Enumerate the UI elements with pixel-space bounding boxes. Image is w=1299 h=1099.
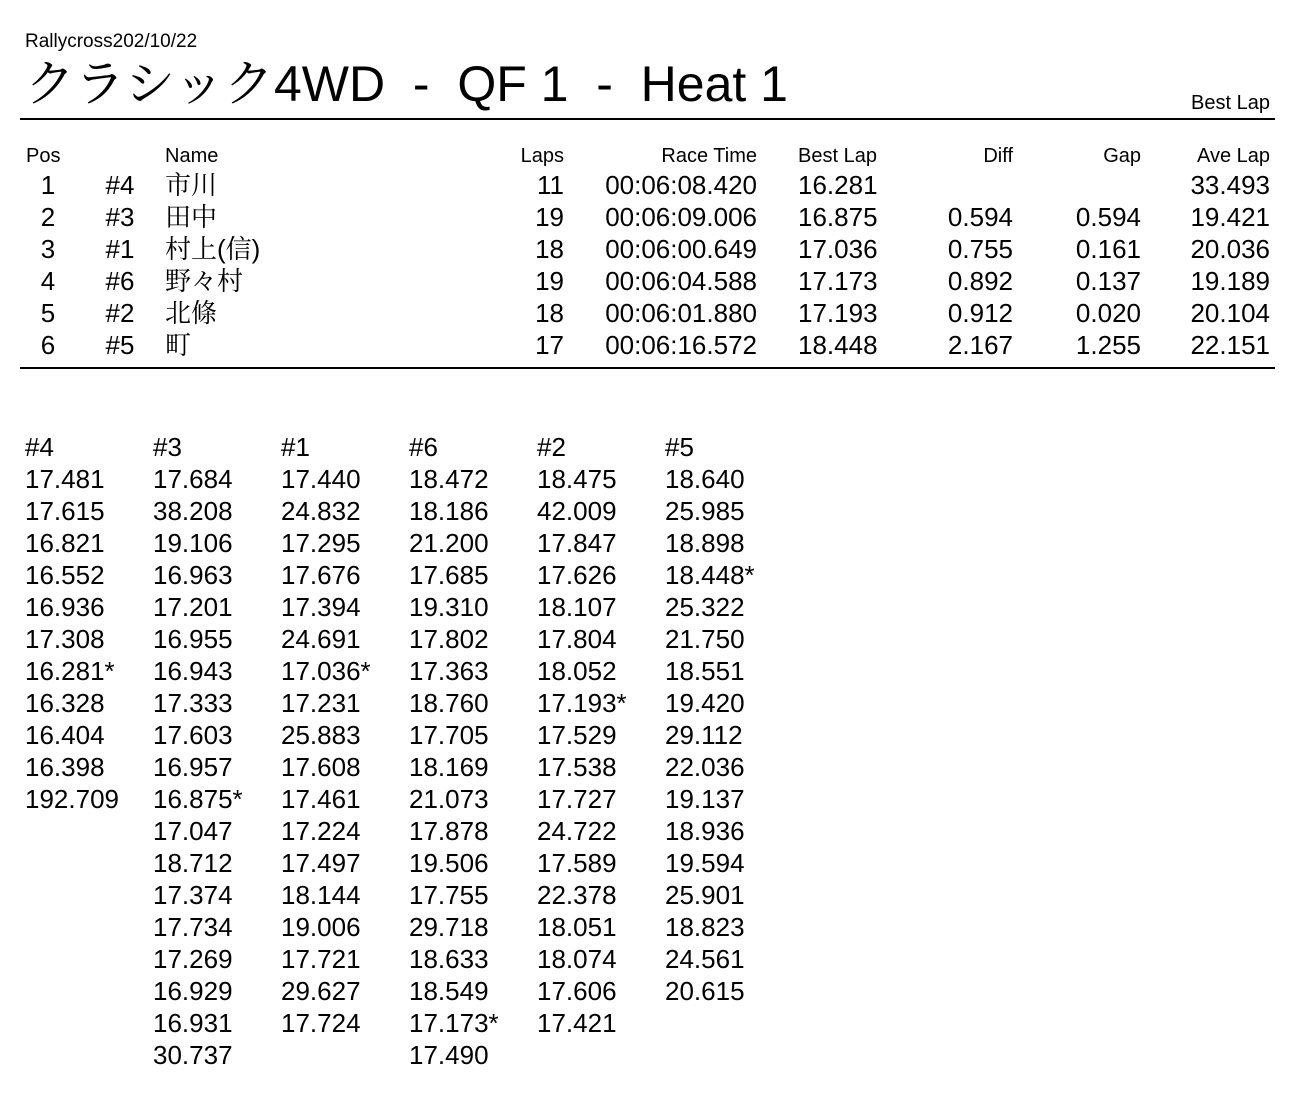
- lap-time: 16.931: [153, 1008, 233, 1038]
- lap-time: 18.107: [537, 592, 617, 622]
- result-driver-name: 町: [165, 330, 192, 360]
- lap-time: 18.475: [537, 464, 617, 494]
- result-race-time: 00:06:04.588: [605, 266, 757, 296]
- lap-time: 25.985: [665, 496, 745, 526]
- lap-time: 17.685: [409, 560, 489, 590]
- result-best-lap: 16.875: [798, 202, 878, 232]
- lap-time: 17.847: [537, 528, 617, 558]
- lap-time: 16.875*: [153, 784, 243, 814]
- lap-time: 17.802: [409, 624, 489, 654]
- result-car-number: #4: [105, 170, 135, 200]
- lap-time: 16.821: [25, 528, 105, 558]
- lap-time: 24.561: [665, 944, 745, 974]
- col-header-name: Name: [165, 145, 219, 167]
- lap-time: 18.472: [409, 464, 489, 494]
- col-header-best-lap: Best Lap: [798, 145, 877, 167]
- result-car-number: #2: [105, 298, 135, 328]
- result-best-lap: 17.173: [798, 266, 878, 296]
- result-pos: 6: [40, 330, 56, 360]
- lap-time: 17.421: [537, 1008, 617, 1038]
- result-laps: 11: [537, 170, 564, 200]
- lap-time: 17.804: [537, 624, 617, 654]
- lap-time: 22.378: [537, 880, 617, 910]
- lap-time: 17.295: [281, 528, 361, 558]
- lap-time: 17.684: [153, 464, 233, 494]
- result-diff: 0.912: [947, 298, 1013, 328]
- lap-time: 18.186: [409, 496, 489, 526]
- lap-time: 16.552: [25, 560, 105, 590]
- lap-time: 192.709: [25, 784, 119, 814]
- result-driver-name: 田中: [165, 202, 218, 232]
- lap-time: 16.955: [153, 624, 233, 654]
- lap-time: 17.333: [153, 688, 233, 718]
- lap-time: 17.173*: [409, 1008, 499, 1038]
- result-race-time: 00:06:09.006: [605, 202, 757, 232]
- result-race-time: 00:06:00.649: [605, 234, 757, 264]
- lap-time: 24.832: [281, 496, 361, 526]
- lap-time: 17.676: [281, 560, 361, 590]
- lap-time: 17.589: [537, 848, 617, 878]
- lap-time: 18.712: [153, 848, 233, 878]
- lap-time: 17.529: [537, 720, 617, 750]
- result-row: [0, 297, 1299, 329]
- result-laps: 18: [535, 234, 564, 264]
- lap-time: 16.929: [153, 976, 233, 1006]
- lap-time: 18.448*: [665, 560, 755, 590]
- result-gap: 0.594: [1075, 202, 1141, 232]
- col-header-race-time: Race Time: [661, 145, 757, 167]
- lap-time: 17.440: [281, 464, 361, 494]
- lap-time: 17.727: [537, 784, 617, 814]
- lap-time: 19.310: [409, 592, 489, 622]
- lap-time: 17.224: [281, 816, 361, 846]
- result-laps: 19: [535, 266, 564, 296]
- col-header-laps: Laps: [520, 145, 564, 167]
- lap-column: [665, 431, 793, 1007]
- result-race-time: 00:06:08.420: [605, 170, 757, 200]
- lap-time: 17.755: [409, 880, 489, 910]
- top-rule: [20, 118, 1275, 120]
- lap-time: 19.594: [665, 848, 745, 878]
- lap-time: 21.073: [409, 784, 489, 814]
- lap-time: 17.269: [153, 944, 233, 974]
- lap-time: 17.603: [153, 720, 233, 750]
- lap-time: 16.963: [153, 560, 233, 590]
- result-car-number: #6: [105, 266, 135, 296]
- lap-column: [25, 431, 153, 815]
- lap-time: 19.420: [665, 688, 745, 718]
- lap-column: [409, 431, 537, 1071]
- lap-time: 16.398: [25, 752, 105, 782]
- lap-time: 17.721: [281, 944, 361, 974]
- lap-time: 17.615: [25, 496, 105, 526]
- lap-time: 17.363: [409, 656, 489, 686]
- event-label: Rallycross202/10/22: [25, 31, 198, 52]
- col-header-gap: Gap: [1103, 145, 1141, 167]
- col-header-pos: Pos: [26, 145, 61, 167]
- lap-time: 17.036*: [281, 656, 371, 686]
- result-car-number: #5: [105, 330, 135, 360]
- lap-time: 42.009: [537, 496, 617, 526]
- lap-time: 17.608: [281, 752, 361, 782]
- result-row: [0, 233, 1299, 265]
- result-driver-name: 野々村: [165, 266, 244, 296]
- result-driver-name: 北條: [165, 298, 218, 328]
- lap-time: 19.106: [153, 528, 233, 558]
- result-pos: 4: [40, 266, 56, 296]
- result-diff: 0.755: [947, 234, 1013, 264]
- lap-column-car-number: #2: [537, 432, 566, 462]
- lap-time: 18.640: [665, 464, 745, 494]
- result-laps: 17: [535, 330, 564, 360]
- results-header-row: [0, 143, 1299, 169]
- result-pos: 2: [40, 202, 56, 232]
- lap-time: 19.006: [281, 912, 361, 942]
- lap-time: 21.200: [409, 528, 489, 558]
- result-gap: 1.255: [1075, 330, 1141, 360]
- result-driver-name: 村上(信): [165, 234, 261, 264]
- lap-column-car-number: #4: [25, 432, 54, 462]
- lap-time: 17.047: [153, 816, 233, 846]
- lap-time: 16.404: [25, 720, 105, 750]
- result-row: [0, 265, 1299, 297]
- lap-time: 20.615: [665, 976, 745, 1006]
- result-ave-lap: 19.189: [1190, 266, 1270, 296]
- result-best-lap: 16.281: [798, 170, 878, 200]
- lap-time: 17.705: [409, 720, 489, 750]
- lap-time: 17.481: [25, 464, 105, 494]
- lap-time: 18.051: [537, 912, 617, 942]
- lap-time: 18.760: [409, 688, 489, 718]
- lap-time: 16.281*: [25, 656, 115, 686]
- lap-time: 17.308: [25, 624, 105, 654]
- lap-time: 18.898: [665, 528, 745, 558]
- lap-column: [281, 431, 409, 1039]
- report-subtitle: Best Lap: [1191, 92, 1270, 114]
- lap-time: 38.208: [153, 496, 233, 526]
- result-row: [0, 169, 1299, 201]
- result-car-number: #1: [105, 234, 135, 264]
- lap-time: 18.549: [409, 976, 489, 1006]
- lap-time: 21.750: [665, 624, 745, 654]
- result-ave-lap: 22.151: [1190, 330, 1270, 360]
- lap-time: 18.052: [537, 656, 617, 686]
- lap-time: 17.193*: [537, 688, 627, 718]
- result-race-time: 00:06:01.880: [605, 298, 757, 328]
- result-diff: 0.892: [947, 266, 1013, 296]
- lap-column-car-number: #3: [153, 432, 182, 462]
- lap-time: 18.074: [537, 944, 617, 974]
- lap-time: 18.169: [409, 752, 489, 782]
- result-best-lap: 18.448: [798, 330, 878, 360]
- lap-column-car-number: #6: [409, 432, 438, 462]
- result-ave-lap: 33.493: [1190, 170, 1270, 200]
- result-diff: 2.167: [947, 330, 1013, 360]
- lap-time: 17.606: [537, 976, 617, 1006]
- lap-time: 16.957: [153, 752, 233, 782]
- result-best-lap: 17.193: [798, 298, 878, 328]
- result-row: [0, 329, 1299, 361]
- lap-time: 17.394: [281, 592, 361, 622]
- result-car-number: #3: [105, 202, 135, 232]
- bottom-rule: [20, 367, 1275, 369]
- lap-time: 16.943: [153, 656, 233, 686]
- lap-time: 30.737: [153, 1040, 233, 1070]
- lap-time: 17.201: [153, 592, 233, 622]
- lap-time: 18.633: [409, 944, 489, 974]
- lap-time: 17.490: [409, 1040, 489, 1070]
- lap-time: 24.722: [537, 816, 617, 846]
- lap-time: 29.627: [281, 976, 361, 1006]
- result-race-time: 00:06:16.572: [605, 330, 757, 360]
- result-ave-lap: 19.421: [1190, 202, 1270, 232]
- lap-time: 18.551: [665, 656, 745, 686]
- result-ave-lap: 20.036: [1190, 234, 1270, 264]
- lap-time: 17.538: [537, 752, 617, 782]
- col-header-diff: Diff: [983, 145, 1013, 167]
- result-pos: 1: [40, 170, 56, 200]
- lap-time: 16.936: [25, 592, 105, 622]
- lap-column-car-number: #1: [281, 432, 310, 462]
- page-title: クラシック4WD - QF 1 - Heat 1: [25, 56, 788, 112]
- result-best-lap: 17.036: [798, 234, 878, 264]
- lap-time: 29.718: [409, 912, 489, 942]
- lap-time: 17.231: [281, 688, 361, 718]
- result-pos: 5: [40, 298, 56, 328]
- result-ave-lap: 20.104: [1190, 298, 1270, 328]
- lap-time: 17.626: [537, 560, 617, 590]
- result-pos: 3: [40, 234, 56, 264]
- lap-time: 17.734: [153, 912, 233, 942]
- lap-time: 17.374: [153, 880, 233, 910]
- result-laps: 18: [535, 298, 564, 328]
- lap-time: 19.137: [665, 784, 745, 814]
- lap-time: 25.322: [665, 592, 745, 622]
- lap-time: 17.724: [281, 1008, 361, 1038]
- result-row: [0, 201, 1299, 233]
- lap-time: 22.036: [665, 752, 745, 782]
- result-gap: 0.020: [1075, 298, 1141, 328]
- lap-time: 19.506: [409, 848, 489, 878]
- lap-column-car-number: #5: [665, 432, 694, 462]
- lap-time: 18.936: [665, 816, 745, 846]
- lap-time: 24.691: [281, 624, 361, 654]
- lap-time: 29.112: [665, 720, 743, 750]
- lap-time: 16.328: [25, 688, 105, 718]
- lap-time: 17.497: [281, 848, 361, 878]
- col-header-ave-lap: Ave Lap: [1196, 145, 1270, 167]
- lap-time: 25.901: [665, 880, 745, 910]
- lap-column: [153, 431, 281, 1071]
- result-diff: 0.594: [947, 202, 1013, 232]
- lap-time: 18.144: [281, 880, 361, 910]
- lap-time: 17.461: [281, 784, 361, 814]
- result-laps: 19: [535, 202, 564, 232]
- lap-time: 17.878: [409, 816, 489, 846]
- lap-time: 18.823: [665, 912, 745, 942]
- lap-column: [537, 431, 665, 1039]
- results-table: [0, 143, 1299, 361]
- lap-time: 25.883: [281, 720, 361, 750]
- result-driver-name: 市川: [165, 170, 218, 200]
- result-gap: 0.137: [1075, 266, 1141, 296]
- result-gap: 0.161: [1075, 234, 1141, 264]
